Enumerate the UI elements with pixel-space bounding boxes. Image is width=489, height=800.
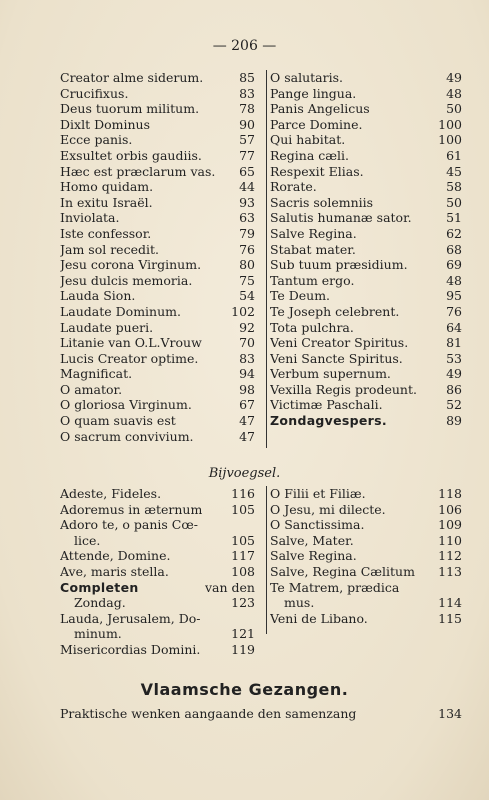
entry-title: O gloriosa Virginum. xyxy=(60,397,192,413)
index-entry xyxy=(60,320,255,336)
entry-page: 47 xyxy=(239,413,255,429)
index-entry: Attende, Domine. 117 xyxy=(60,548,255,564)
entry-title: O amator. xyxy=(60,381,123,397)
entry-title: Jesu dulcis memoria. xyxy=(60,272,193,288)
index-entry xyxy=(60,351,255,367)
index-entry xyxy=(60,210,255,226)
section-heading: Vlaamsche Gezangen. xyxy=(140,680,349,699)
index-entry: Salve, Mater. 110 xyxy=(270,532,462,548)
entry-page: 76 xyxy=(239,241,255,257)
index-entry: Veni de Libano. 115 xyxy=(270,610,462,626)
column-divider xyxy=(266,70,267,448)
entry-page: 83 xyxy=(239,85,255,101)
column-divider-appendix xyxy=(266,486,267,634)
entry-page: 68 xyxy=(446,241,462,257)
entry-title: Ecce panis. xyxy=(60,132,133,148)
entry-page: 76 xyxy=(446,303,462,319)
entry-page: 49 xyxy=(446,70,462,85)
entry-page: 78 xyxy=(239,101,255,117)
index-entry: Salve Regina. 112 xyxy=(270,548,462,564)
entry-title: O salutaris. xyxy=(270,70,343,85)
entry-title: Jam sol recedit. xyxy=(60,241,159,257)
entry-page: 67 xyxy=(239,397,255,413)
index-entry xyxy=(60,70,255,86)
entry-title: Dixlt Dominus xyxy=(60,116,150,132)
entry-title: Litanie van O.L.Vrouw xyxy=(60,335,202,351)
index-entry xyxy=(60,288,255,304)
index-entry xyxy=(270,257,462,273)
entry-page: 53 xyxy=(446,350,462,366)
index-entry xyxy=(60,101,255,117)
entry-page: 63 xyxy=(239,210,255,226)
entry-page: 102 xyxy=(231,303,255,319)
index-entry xyxy=(270,132,462,148)
index-entry xyxy=(270,351,462,367)
index-entry xyxy=(60,257,255,273)
index-entry xyxy=(270,226,462,242)
index-entry xyxy=(270,148,462,164)
index-entry xyxy=(270,117,462,133)
index-entry xyxy=(60,382,255,398)
entry-title: Salutis humanæ sator. xyxy=(270,210,412,226)
index-entry xyxy=(270,179,462,195)
entry-page: 65 xyxy=(239,163,255,179)
entry-title: Vexilla Regis prodeunt. xyxy=(270,381,417,397)
entry-page: 52 xyxy=(446,397,462,413)
entry-title: Deus tuorum militum. xyxy=(60,101,200,117)
index-entry: Adeste, Fideles. 116 xyxy=(60,486,255,501)
entry-page: 92 xyxy=(239,319,255,335)
index-entry xyxy=(60,304,255,320)
index-entry xyxy=(270,288,462,304)
entry-page: 45 xyxy=(446,163,462,179)
index-entry xyxy=(270,86,462,102)
index-entry xyxy=(270,273,462,289)
index-entry xyxy=(60,429,255,445)
index-entry xyxy=(270,397,462,413)
index-entry xyxy=(270,70,462,86)
index-entry: Adoro te, o panis Cœ- lice. 105 xyxy=(60,517,255,548)
entry-title: Sacris solemniis xyxy=(270,194,374,210)
index-entry xyxy=(60,195,255,211)
entry-page: 77 xyxy=(239,147,255,163)
entry-page: 83 xyxy=(239,350,255,366)
entry-title: Laudate pueri. xyxy=(60,319,154,335)
entry-page: 89 xyxy=(446,413,462,429)
page-number: — 206 — xyxy=(212,38,277,54)
index-entry xyxy=(270,242,462,258)
entry-page: 61 xyxy=(446,147,462,163)
entry-title: Stabat mater. xyxy=(270,241,356,257)
entry-page: 100 xyxy=(438,116,462,132)
index-entry: O Filii et Filiæ. 118 xyxy=(270,486,462,501)
entry-title: Magnificat. xyxy=(60,366,133,382)
entry-page: 81 xyxy=(446,335,462,351)
entry-page: 69 xyxy=(446,257,462,273)
entry-page: 70 xyxy=(239,335,255,351)
entry-title: Victimæ Paschali. xyxy=(270,397,383,413)
entry-page: 58 xyxy=(446,179,462,195)
entry-title: Te Deum. xyxy=(270,288,331,304)
index-entry: Completen van den Zondag. 123 xyxy=(60,579,255,611)
entry-page: 57 xyxy=(239,132,255,148)
entry-title: Parce Domine. xyxy=(270,116,363,132)
section-title: Bijvoegsel. xyxy=(208,466,281,481)
entry-page: 94 xyxy=(239,366,255,382)
entry-page: 50 xyxy=(446,194,462,210)
entry-title: Lucis Creator optime. xyxy=(60,350,199,366)
entry-title: Hæc est præclarum vas. xyxy=(60,163,216,179)
entry-title: Veni Creator Spiritus. xyxy=(270,335,409,351)
entry-title: Homo quidam. xyxy=(60,179,154,195)
index-entry xyxy=(270,320,462,336)
entry-title: Tota pulchra. xyxy=(270,319,354,335)
entry-title: Panis Angelicus xyxy=(270,101,370,117)
index-entry: O Jesu, mi dilecte. 106 xyxy=(270,501,462,517)
index-entry xyxy=(60,335,255,351)
entry-title: Rorate. xyxy=(270,179,317,195)
entry-title: Pange lingua. xyxy=(270,85,357,101)
entry-page: 44 xyxy=(239,179,255,195)
index-entry xyxy=(60,226,255,242)
index-entry: Praktische wenken aangaande den samenzang 134 xyxy=(60,706,462,721)
appendix-right-column xyxy=(270,486,462,626)
entry-title: Exsultet orbis gaudiis. xyxy=(60,147,202,163)
entry-title: Salve Regina. xyxy=(270,225,357,241)
entry-page: 98 xyxy=(239,381,255,397)
entry-title: Te Joseph celebrent. xyxy=(270,303,400,319)
entry-page: 85 xyxy=(239,70,255,85)
entry-page: 80 xyxy=(239,257,255,273)
entry-title: O sacrum convivium. xyxy=(60,428,194,444)
index-entry xyxy=(270,304,462,320)
index-entry xyxy=(270,195,462,211)
entry-page: 47 xyxy=(239,428,255,444)
entry-page: 62 xyxy=(446,225,462,241)
index-entry xyxy=(60,86,255,102)
entry-page: 48 xyxy=(446,85,462,101)
entry-title: In exitu Israël. xyxy=(60,194,153,210)
entry-title: Laudate Dominum. xyxy=(60,303,181,319)
entry-page: 100 xyxy=(438,132,462,148)
entry-title: Sub tuum præsidium. xyxy=(270,257,408,273)
index-entry xyxy=(60,179,255,195)
entry-title: Iste confessor. xyxy=(60,225,152,241)
entry-page: 50 xyxy=(446,101,462,117)
index-entry xyxy=(270,366,462,382)
index-entry: Lauda, Jerusalem, Do- minum. 121 xyxy=(60,610,255,642)
index-entry: Te Matrem, prædica mus. 114 xyxy=(270,579,462,611)
index-right-column xyxy=(270,70,462,429)
entry-title: Inviolata. xyxy=(60,210,120,226)
index-entry xyxy=(60,148,255,164)
index-entry xyxy=(60,242,255,258)
index-entry: Ave, maris stella. 108 xyxy=(60,563,255,579)
index-entry xyxy=(270,413,462,429)
index-entry xyxy=(60,132,255,148)
index-entry: Adoremus in æternum 105 xyxy=(60,501,255,517)
index-entry xyxy=(270,382,462,398)
entry-page: 51 xyxy=(446,210,462,226)
entry-title: Qui habitat. xyxy=(270,132,346,148)
index-entry xyxy=(60,413,255,429)
entry-title: Zondagvespers. xyxy=(270,413,387,429)
entry-title: Creator alme siderum. xyxy=(60,70,204,85)
index-left-column xyxy=(60,70,255,444)
entry-title: Verbum supernum. xyxy=(270,366,391,382)
index-entry xyxy=(270,101,462,117)
index-entry xyxy=(60,164,255,180)
entry-page: 79 xyxy=(239,225,255,241)
index-entry xyxy=(60,397,255,413)
entry-title: Crucifixus. xyxy=(60,85,129,101)
index-entry xyxy=(60,366,255,382)
index-entry: O Sanctissima. 109 xyxy=(270,517,462,533)
entry-title: Jesu corona Virginum. xyxy=(60,257,202,273)
entry-page: 54 xyxy=(239,288,255,304)
index-entry xyxy=(270,210,462,226)
entry-title: Tantum ergo. xyxy=(270,272,355,288)
index-entry xyxy=(60,273,255,289)
index-entry: Salve, Regina Cælitum 113 xyxy=(270,563,462,579)
entry-page: 49 xyxy=(446,366,462,382)
entry-title: Respexit Elias. xyxy=(270,163,364,179)
entry-page: 75 xyxy=(239,272,255,288)
entry-page: 86 xyxy=(446,381,462,397)
entry-title: Lauda Sion. xyxy=(60,288,136,304)
appendix-left-column xyxy=(60,486,255,658)
entry-title: Regina cæli. xyxy=(270,147,350,163)
entry-page: 90 xyxy=(239,116,255,132)
index-entry xyxy=(60,117,255,133)
index-entry xyxy=(270,335,462,351)
entry-page: 93 xyxy=(239,194,255,210)
entry-title: O quam suavis est xyxy=(60,413,176,429)
entry-page: 64 xyxy=(446,319,462,335)
entry-page: 48 xyxy=(446,272,462,288)
index-entry: Misericordias Domini. 119 xyxy=(60,641,255,657)
entry-title: Veni Sancte Spiritus. xyxy=(270,350,403,366)
entry-page: 95 xyxy=(446,288,462,304)
index-entry xyxy=(270,164,462,180)
